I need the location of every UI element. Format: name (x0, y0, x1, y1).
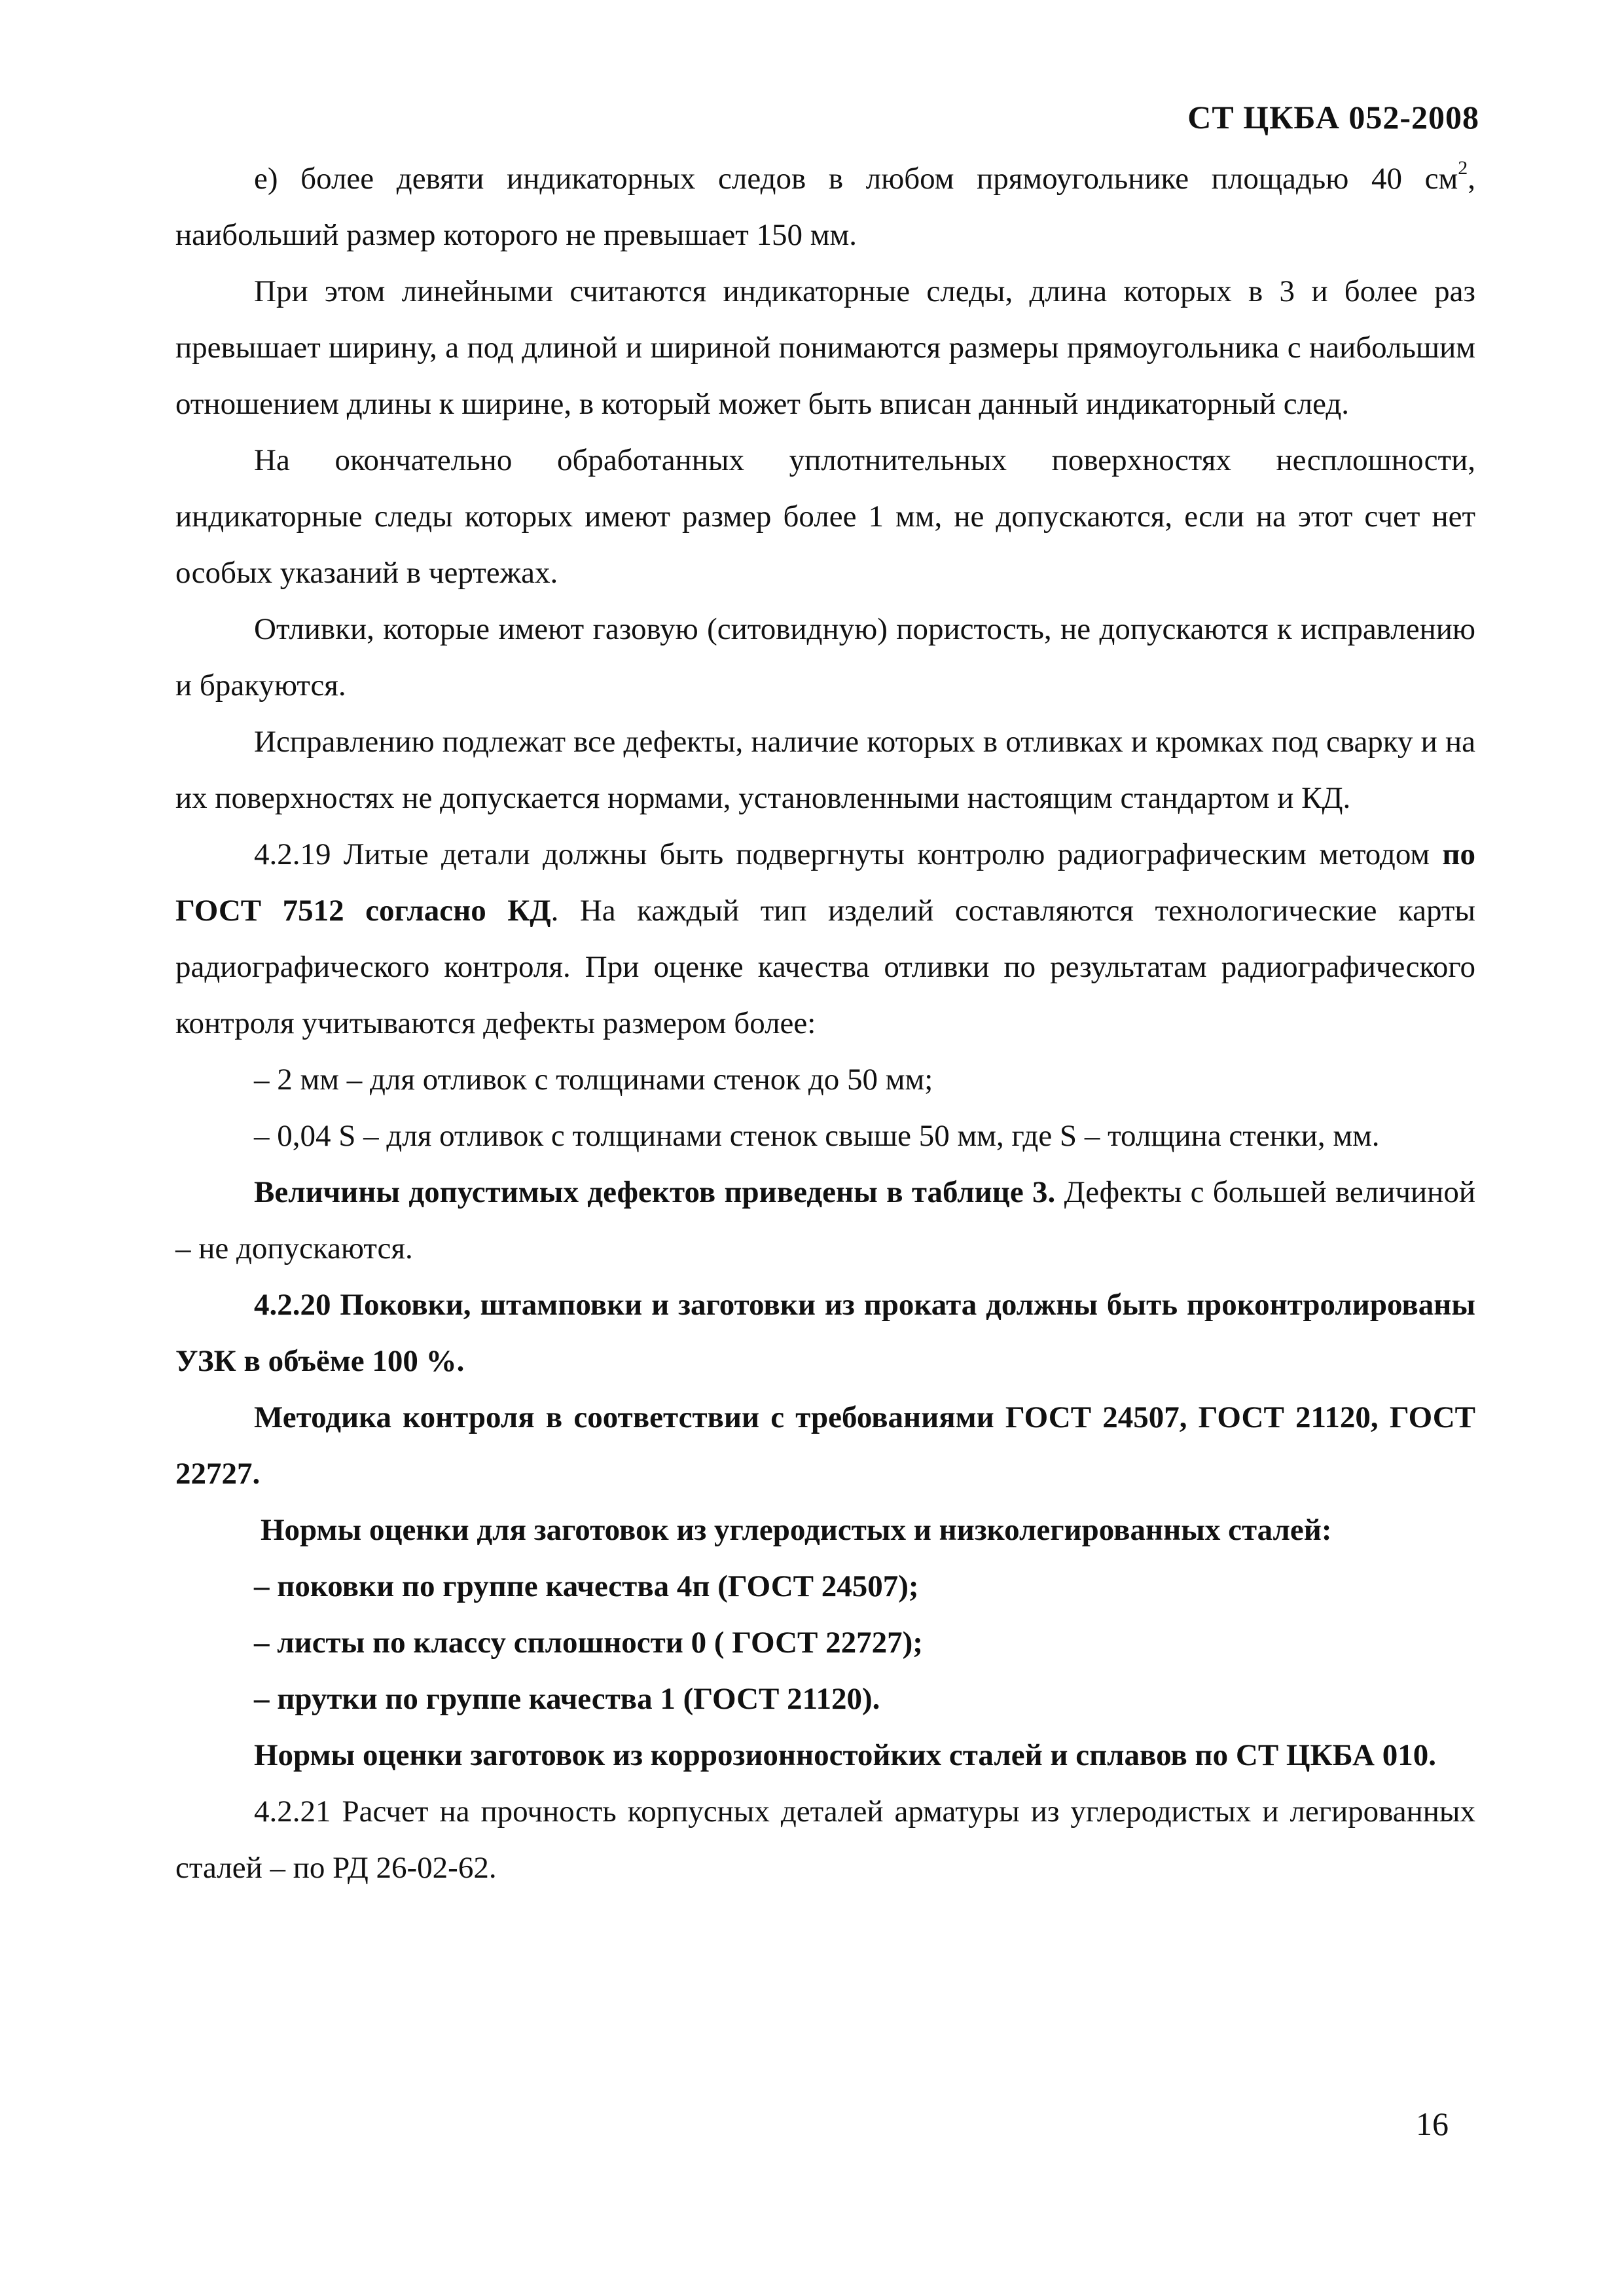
paragraph-4-2-19-bold: по ГОСТ 7512 согласно КД (175, 837, 1475, 928)
document-code-header: СТ ЦКБА 052-2008 (1187, 99, 1479, 136)
paragraph-gas-porosity: Отливки, которые имеют газовую (ситовидную) пористость, не допускаются к исправлению и бракуются. (175, 612, 1475, 702)
superscript-2: 2 (1458, 157, 1468, 179)
paragraph-sealing-surfaces: На окончательно обработанных уплотнительных поверхностях несплошности, индикаторные следы которых имеют размер более 1 мм, не допускаются, если на этот счет нет особых указаний в чертежах. (175, 443, 1475, 590)
paragraph-item-e (175, 151, 1475, 263)
norms-title: Нормы оценки для заготовок из углеродистых и низколегированных сталей: (261, 1513, 1332, 1547)
norm-sheets: – листы по классу сплошности 0 ( ГОСТ 22727); (254, 1626, 923, 1660)
paragraph-4-2-21: 4.2.21 Расчет на прочность корпусных деталей арматуры из углеродистых и легированных сталей – по РД 26-02-62. (175, 1795, 1475, 1885)
paragraph-4-2-19 (175, 826, 1475, 1051)
paragraph-table-3-rest: Дефекты с большей величиной – не допускаются. (175, 1175, 1475, 1266)
list-item-2mm: – 2 мм – для отливок с толщинами стенок до 50 мм; (254, 1063, 933, 1097)
paragraph-item-e-text: е) более девяти индикаторных следов в любом прямоугольнике площадью 40 см (254, 162, 1458, 196)
paragraph-table-3-reference (175, 1164, 1475, 1277)
norm-forgings: – поковки по группе качества 4п (ГОСТ 24507); (254, 1569, 919, 1603)
norm-bars: – прутки по группе качества 1 (ГОСТ 21120). (254, 1682, 880, 1716)
paragraph-stainless-norms: Нормы оценки заготовок из коррозионностойких сталей и сплавов по СТ ЦКБА 010. (254, 1738, 1436, 1772)
paragraph-table-3-bold: Величины допустимых дефектов приведены в таблице 3. (254, 1175, 1056, 1209)
paragraph-4-2-20: 4.2.20 Поковки, штамповки и заготовки из проката должны быть проконтролированы УЗК в объёме 100 %. (175, 1288, 1475, 1378)
paragraph-linear-definition: При этом линейными считаются индикаторные следы, длина которых в 3 и более раз превышает ширину, а под длиной и шириной понимаются размеры прямоугольника с наибольшим отношением длины к ширине, в который может быть вписан данный индикаторный след. (175, 274, 1475, 421)
page-number: 16 (1416, 2105, 1449, 2142)
document-body (175, 151, 1475, 1896)
paragraph-item-e-text-end: , наибольший размер которого не превышает 150 мм. (175, 162, 1475, 252)
list-item-0-04s: – 0,04 S – для отливок с толщинами стенок свыше 50 мм, где S – толщина стенки, мм. (254, 1119, 1380, 1153)
paragraph-4-2-19-text-end: . На каждый тип изделий составляются технологические карты радиографического контроля. При оценке качества отливки по результатам радиографического контроля учитываются дефекты размером более: (175, 894, 1475, 1040)
paragraph-control-method: Методика контроля в соответствии с требованиями ГОСТ 24507, ГОСТ 21120, ГОСТ 22727. (175, 1400, 1475, 1491)
paragraph-4-2-19-text: 4.2.19 Литые детали должны быть подвергнуты контролю радиографическим методом (254, 837, 1443, 871)
paragraph-correction: Исправлению подлежат все дефекты, наличие которых в отливках и кромках под сварку и на их поверхностях не допускается нормами, установленными настоящим стандартом и КД. (175, 725, 1475, 815)
